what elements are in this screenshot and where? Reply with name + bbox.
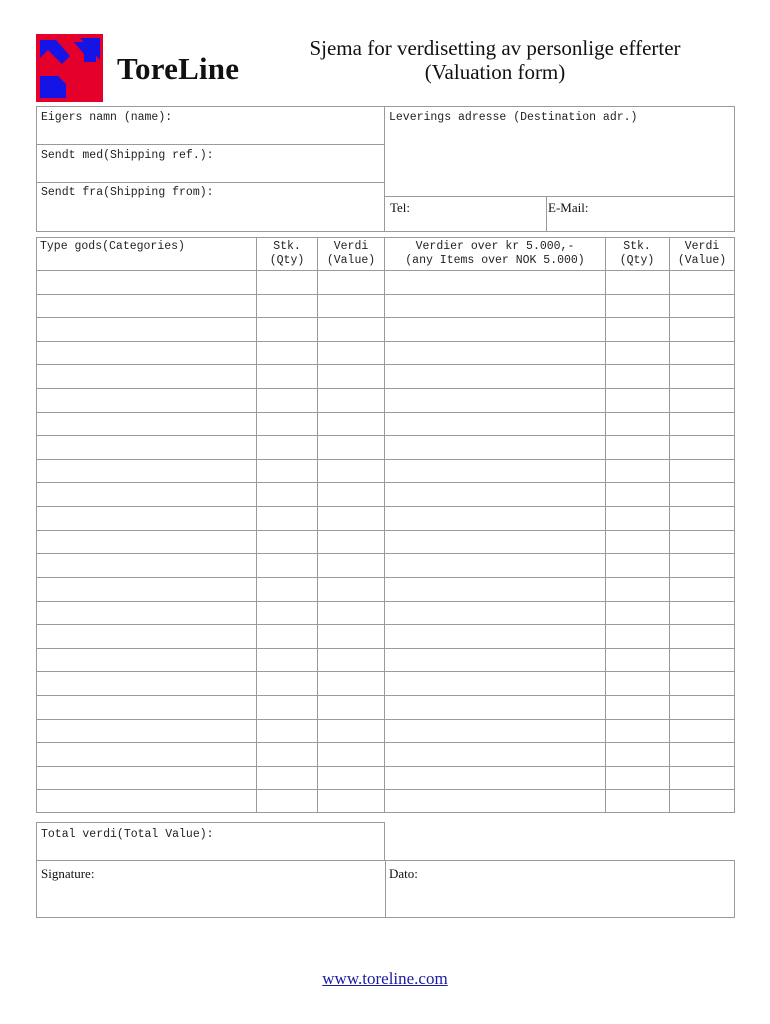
column-header-line: Type gods(Categories) xyxy=(40,240,185,253)
column-header-line: (Value) xyxy=(677,254,727,267)
total-value-box xyxy=(36,822,385,861)
column-header-qty xyxy=(257,240,317,268)
email-label: E-Mail: xyxy=(548,200,589,215)
website-link[interactable]: www.toreline.com xyxy=(322,969,448,988)
total-value-label: Total verdi(Total Value): xyxy=(41,828,214,841)
items-grid xyxy=(36,237,735,813)
column-header-categories xyxy=(40,240,185,254)
divider xyxy=(385,861,386,917)
sender-info-box xyxy=(36,106,385,232)
brand-name: ToreLine xyxy=(117,51,240,86)
column-header-value-2 xyxy=(669,240,735,268)
items-table xyxy=(36,237,735,813)
column-header-valuables xyxy=(385,240,605,268)
column-header-line: Verdi xyxy=(333,240,369,253)
column-header-value xyxy=(317,240,385,268)
column-header-line: (any Items over NOK 5.000) xyxy=(405,254,585,267)
owner-name-label: Eigers namn (name): xyxy=(41,111,173,124)
destination-label: Leverings adresse (Destination adr.) xyxy=(389,111,638,124)
divider xyxy=(385,196,734,197)
toreline-logo xyxy=(36,34,103,102)
column-header-line: (Value) xyxy=(326,254,376,267)
column-header-line: Stk. xyxy=(273,240,301,253)
column-header-line: (Qty) xyxy=(619,254,655,267)
date-label: Dato: xyxy=(389,866,418,881)
divider xyxy=(37,182,384,183)
title-line-2: (Valuation form) xyxy=(424,60,566,84)
destination-box xyxy=(384,106,735,232)
divider xyxy=(546,196,547,231)
column-header-line: Stk. xyxy=(623,240,651,253)
shipping-ref-label: Sendt med(Shipping ref.): xyxy=(41,149,214,162)
title-line-1: Sjema for verdisetting av personlige efferter xyxy=(309,36,681,60)
divider xyxy=(37,144,384,145)
column-header-line: Verdier over kr 5.000,- xyxy=(415,240,575,253)
shipping-from-label: Sendt fra(Shipping from): xyxy=(41,186,214,199)
column-header-line: Verdi xyxy=(684,240,720,253)
column-header-line: (Qty) xyxy=(269,254,305,267)
signature-label: Signature: xyxy=(41,866,95,881)
tel-label: Tel: xyxy=(390,200,411,215)
column-header-qty-2 xyxy=(605,240,669,268)
page-title xyxy=(270,36,720,84)
signature-box xyxy=(36,860,735,918)
